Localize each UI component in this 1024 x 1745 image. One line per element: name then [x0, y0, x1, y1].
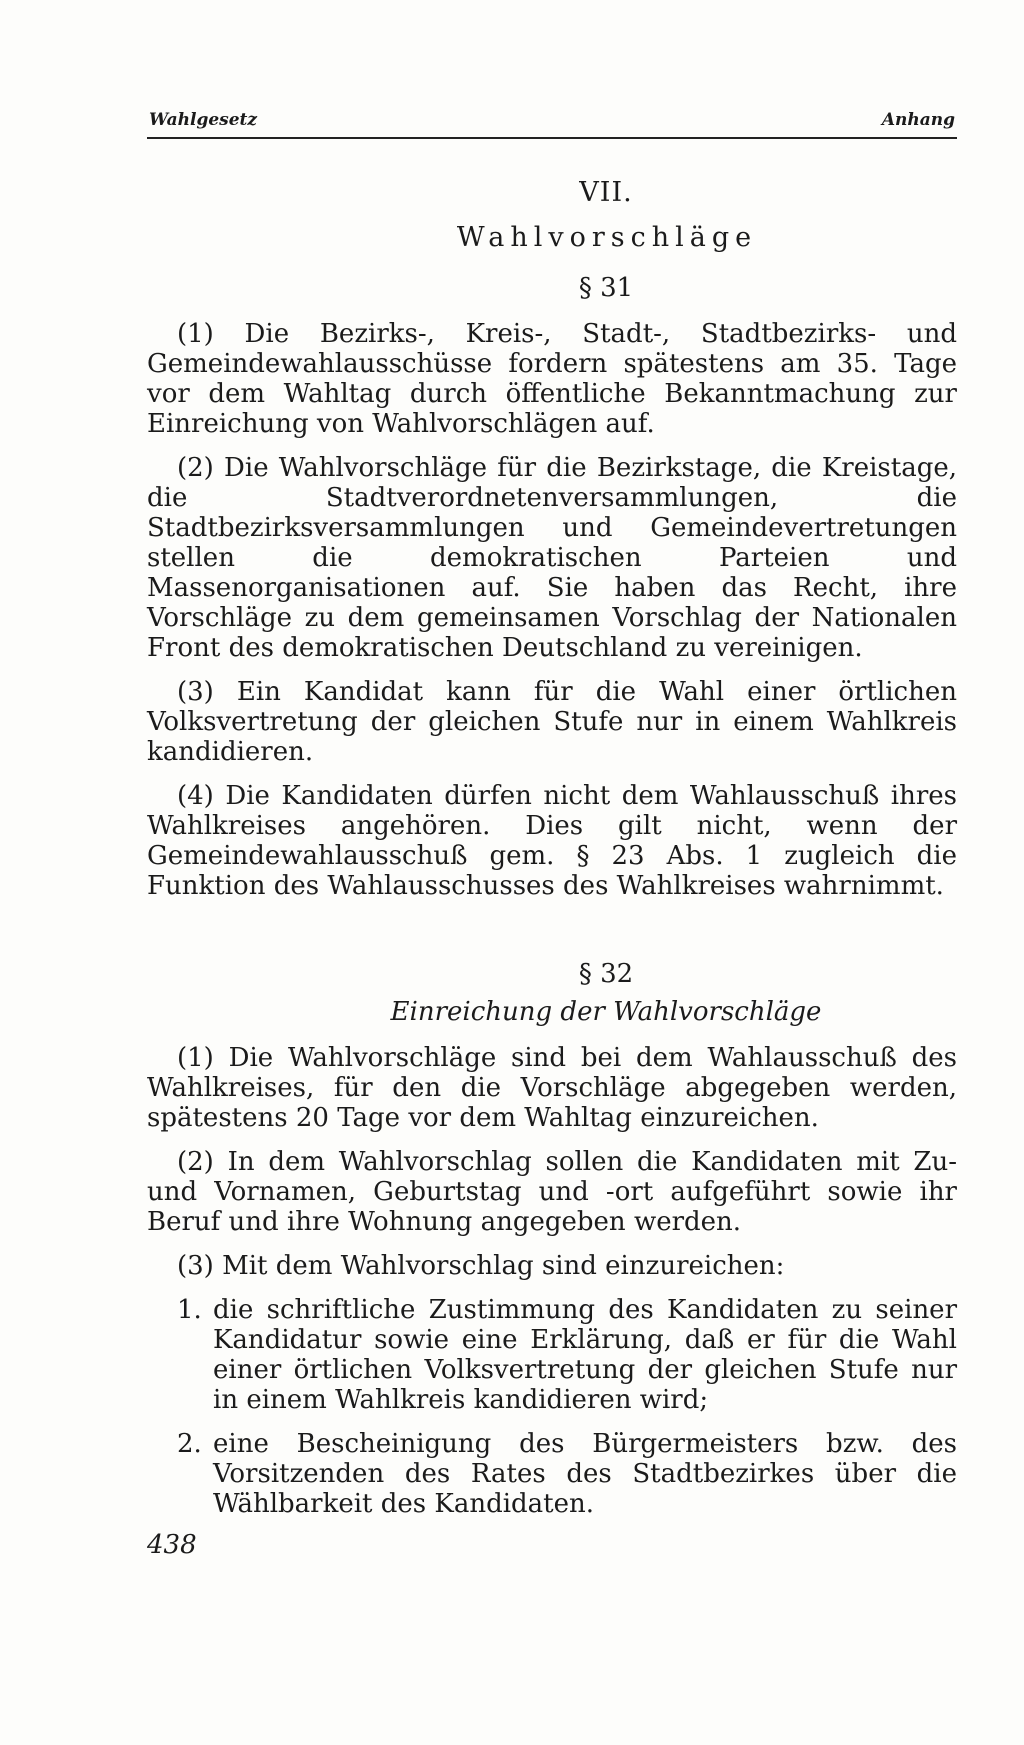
section-32-paragraph-1: (1) Die Wahlvorschläge sind bei dem Wahlausschuß des Wahlkreises, für den die Vorschläge abgegeben werden, spätestens 20 Tage vor dem Wahltag einzureichen.: [147, 1043, 957, 1133]
list-item-text: eine Bescheinigung des Bürgermeisters bzw. des Vorsitzenden des Rates des Stadtbezirkes über die Wählbarkeit des Kandidaten.: [213, 1429, 957, 1519]
chapter-number: VII.: [579, 177, 633, 208]
list-item: [147, 1295, 957, 1415]
chapter-title: Wahlvorschläge: [456, 222, 758, 253]
list-item-text: die schriftliche Zustimmung des Kandidaten zu seiner Kandidatur sowie eine Erklärung, daß er für die Wahl einer örtlichen Volksvertretung der gleichen Stufe nur in einem Wahlkreis kandidieren wird;: [213, 1295, 957, 1415]
list-item-number: 1.: [177, 1295, 202, 1325]
section-32-heading: § 32: [578, 959, 634, 989]
book-page: [147, 110, 957, 1519]
running-header-right: Anhang: [881, 110, 955, 130]
section-31-paragraph-1: (1) Die Bezirks-, Kreis-, Stadt-, Stadtbezirks- und Gemeindewahlausschüsse fordern spätestens am 35. Tage vor dem Wahltag durch öffentliche Bekanntmachung zur Einreichung von Wahlvorschlägen auf.: [147, 319, 957, 439]
section-31-paragraph-2: (2) Die Wahlvorschläge für die Bezirkstage, die Kreistage, die Stadtverordnetenversammlungen, die Stadtbezirksversammlungen und Gemeindevertretungen stellen die demokratischen Parteien und Massenorganisationen auf. Sie haben das Recht, ihre Vorschläge zu dem gemeinsamen Vorschlag der Nationalen Front des demokratischen Deutschland zu vereinigen.: [147, 453, 957, 663]
list-item-number: 2.: [177, 1429, 202, 1459]
section-31-paragraph-3: (3) Ein Kandidat kann für die Wahl einer örtlichen Volksvertretung der gleichen Stufe nur in einem Wahlkreis kandidieren.: [147, 677, 957, 767]
page-number: 438: [147, 1530, 197, 1560]
section-31-paragraph-4: (4) Die Kandidaten dürfen nicht dem Wahlausschuß ihres Wahlkreises angehören. Dies gilt nicht, wenn der Gemeindewahlausschuß gem. § 23 Abs. 1 zugleich die Funktion des Wahlausschusses des Wahlkreises wahrnimmt.: [147, 781, 957, 901]
section-31-heading: § 31: [578, 273, 634, 303]
running-header: [147, 110, 957, 139]
list-item: [147, 1429, 957, 1519]
section-32-title: Einreichung der Wahlvorschläge: [390, 997, 822, 1027]
running-header-left: Wahlgesetz: [149, 110, 258, 130]
section-32-paragraph-3: (3) Mit dem Wahlvorschlag sind einzureichen:: [177, 1251, 785, 1281]
section-32-paragraph-2: (2) In dem Wahlvorschlag sollen die Kandidaten mit Zu- und Vornamen, Geburtstag und -ort aufgeführt sowie ihr Beruf und ihre Wohnung angegeben werden.: [147, 1147, 957, 1237]
